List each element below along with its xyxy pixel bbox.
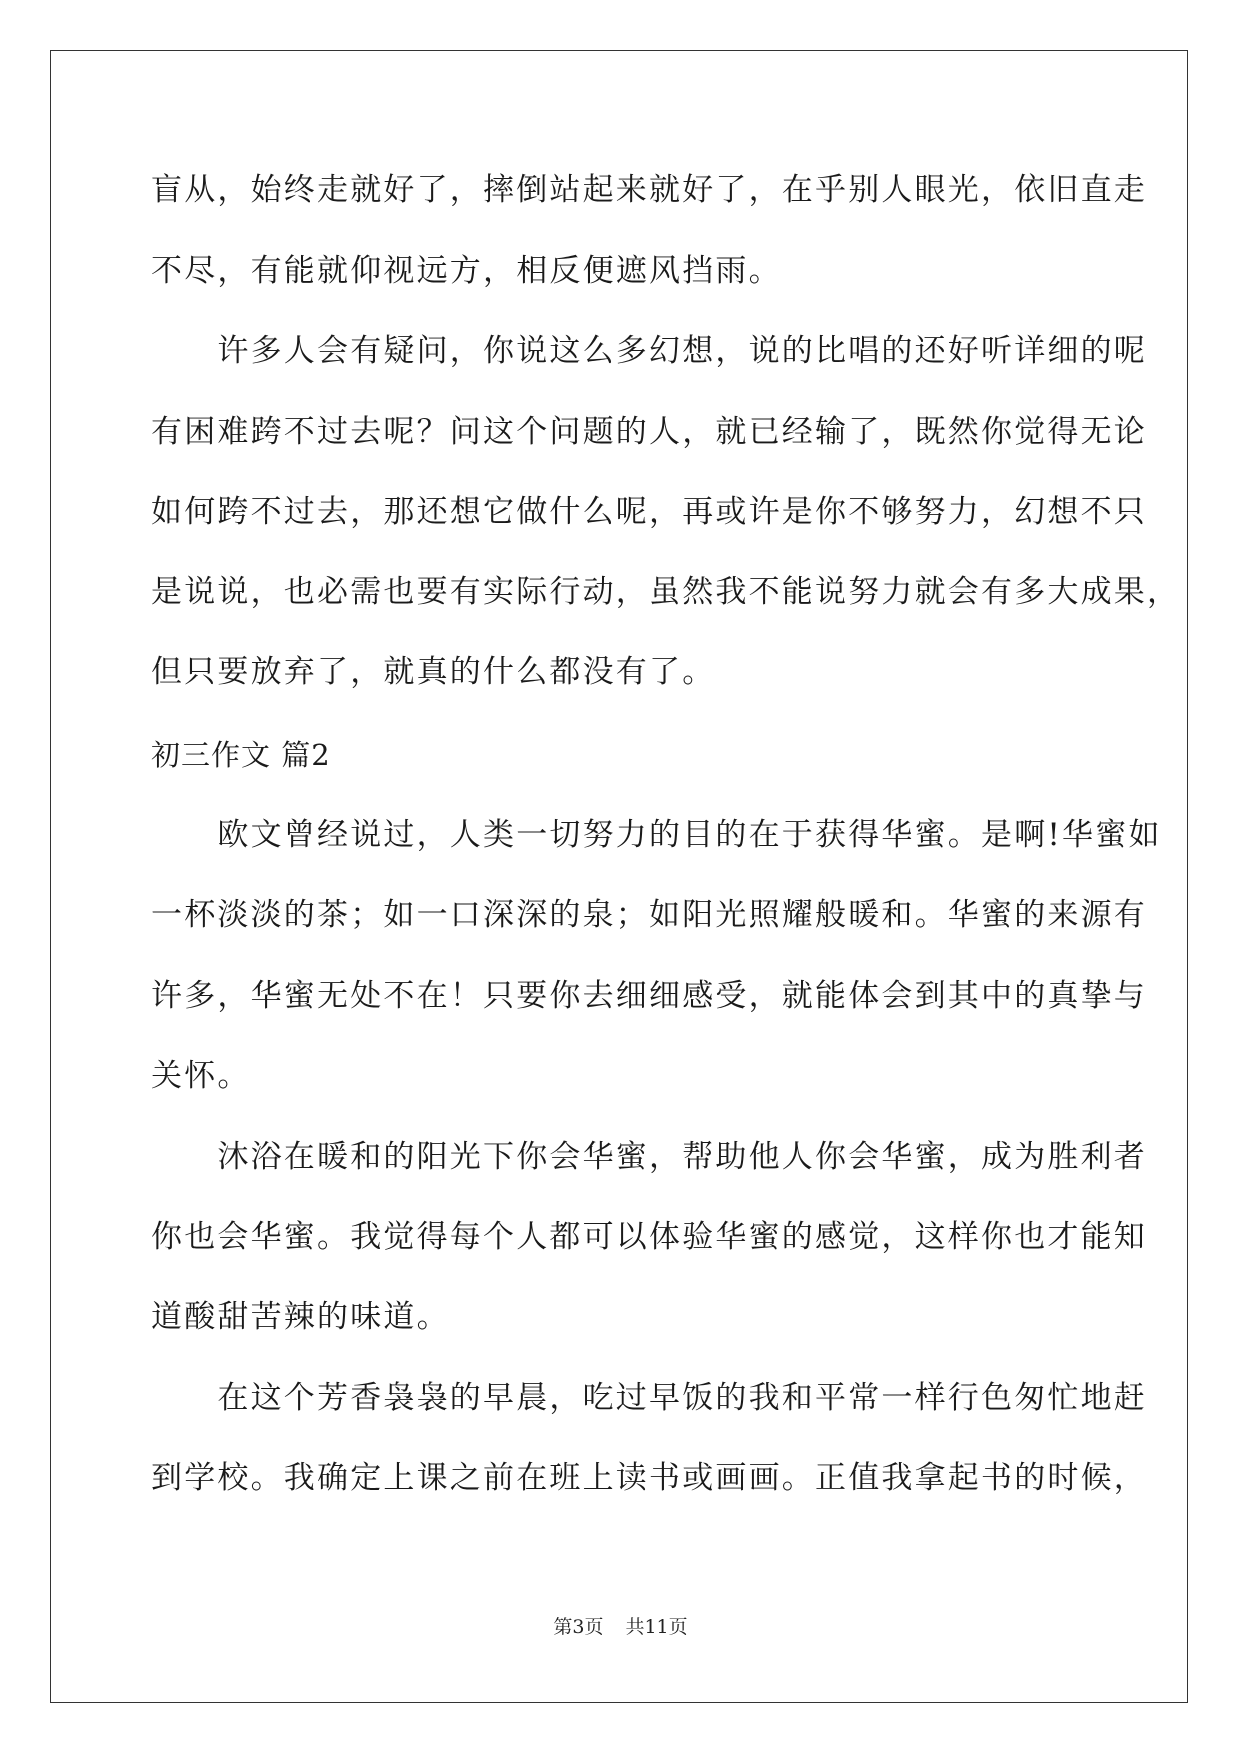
text-line: 关怀。 (151, 1058, 251, 1094)
text-line: 盲从，始终走就好了，摔倒站起来就好了，在乎别人眼光，依旧直走 (151, 172, 1147, 208)
text-line: 一杯淡淡的茶；如一口深深的泉；如阳光照耀般暖和。华蜜的来源有 (151, 897, 1147, 933)
total-pages-label: 共11页 (625, 1616, 688, 1638)
text-line: 许多人会有疑问，你说这么多幻想，说的比唱的还好听详细的呢 (151, 333, 1147, 369)
text-line: 是说说，也必需也要有实际行动，虽然我不能说努力就会有多大成果， (151, 574, 1181, 610)
text-line: 在这个芳香袅袅的早晨，吃过早饭的我和平常一样行色匆忙地赶 (151, 1380, 1147, 1416)
text-line: 沐浴在暖和的阳光下你会华蜜，帮助他人你会华蜜，成为胜利者 (151, 1139, 1147, 1175)
text-line: 有困难跨不过去呢？问这个问题的人，就已经输了，既然你觉得无论 (151, 414, 1147, 450)
text-line: 欧文曾经说过，人类一切努力的目的在于获得华蜜。是啊!华蜜如 (151, 817, 1162, 853)
text-line: 不尽，有能就仰视远方，相反便遮风挡雨。 (151, 253, 782, 289)
text-line: 许多，华蜜无处不在！只要你去细细感受，就能体会到其中的真挚与 (151, 978, 1147, 1014)
section-heading: 初三作文 篇2 (151, 738, 331, 772)
text-line: 到学校。我确定上课之前在班上读书或画画。正值我拿起书的时候， (151, 1460, 1147, 1496)
text-line: 但只要放弃了，就真的什么都没有了。 (151, 654, 716, 690)
text-line: 你也会华蜜。我觉得每个人都可以体验华蜜的感觉，这样你也才能知 (151, 1219, 1147, 1255)
text-line: 如何跨不过去，那还想它做什么呢，再或许是你不够努力，幻想不只 (151, 494, 1147, 530)
text-line: 道酸甜苦辣的味道。 (151, 1299, 450, 1335)
page-footer (0, 1612, 1241, 1639)
current-page-label: 第3页 (553, 1616, 604, 1638)
page-border (50, 50, 1188, 1703)
